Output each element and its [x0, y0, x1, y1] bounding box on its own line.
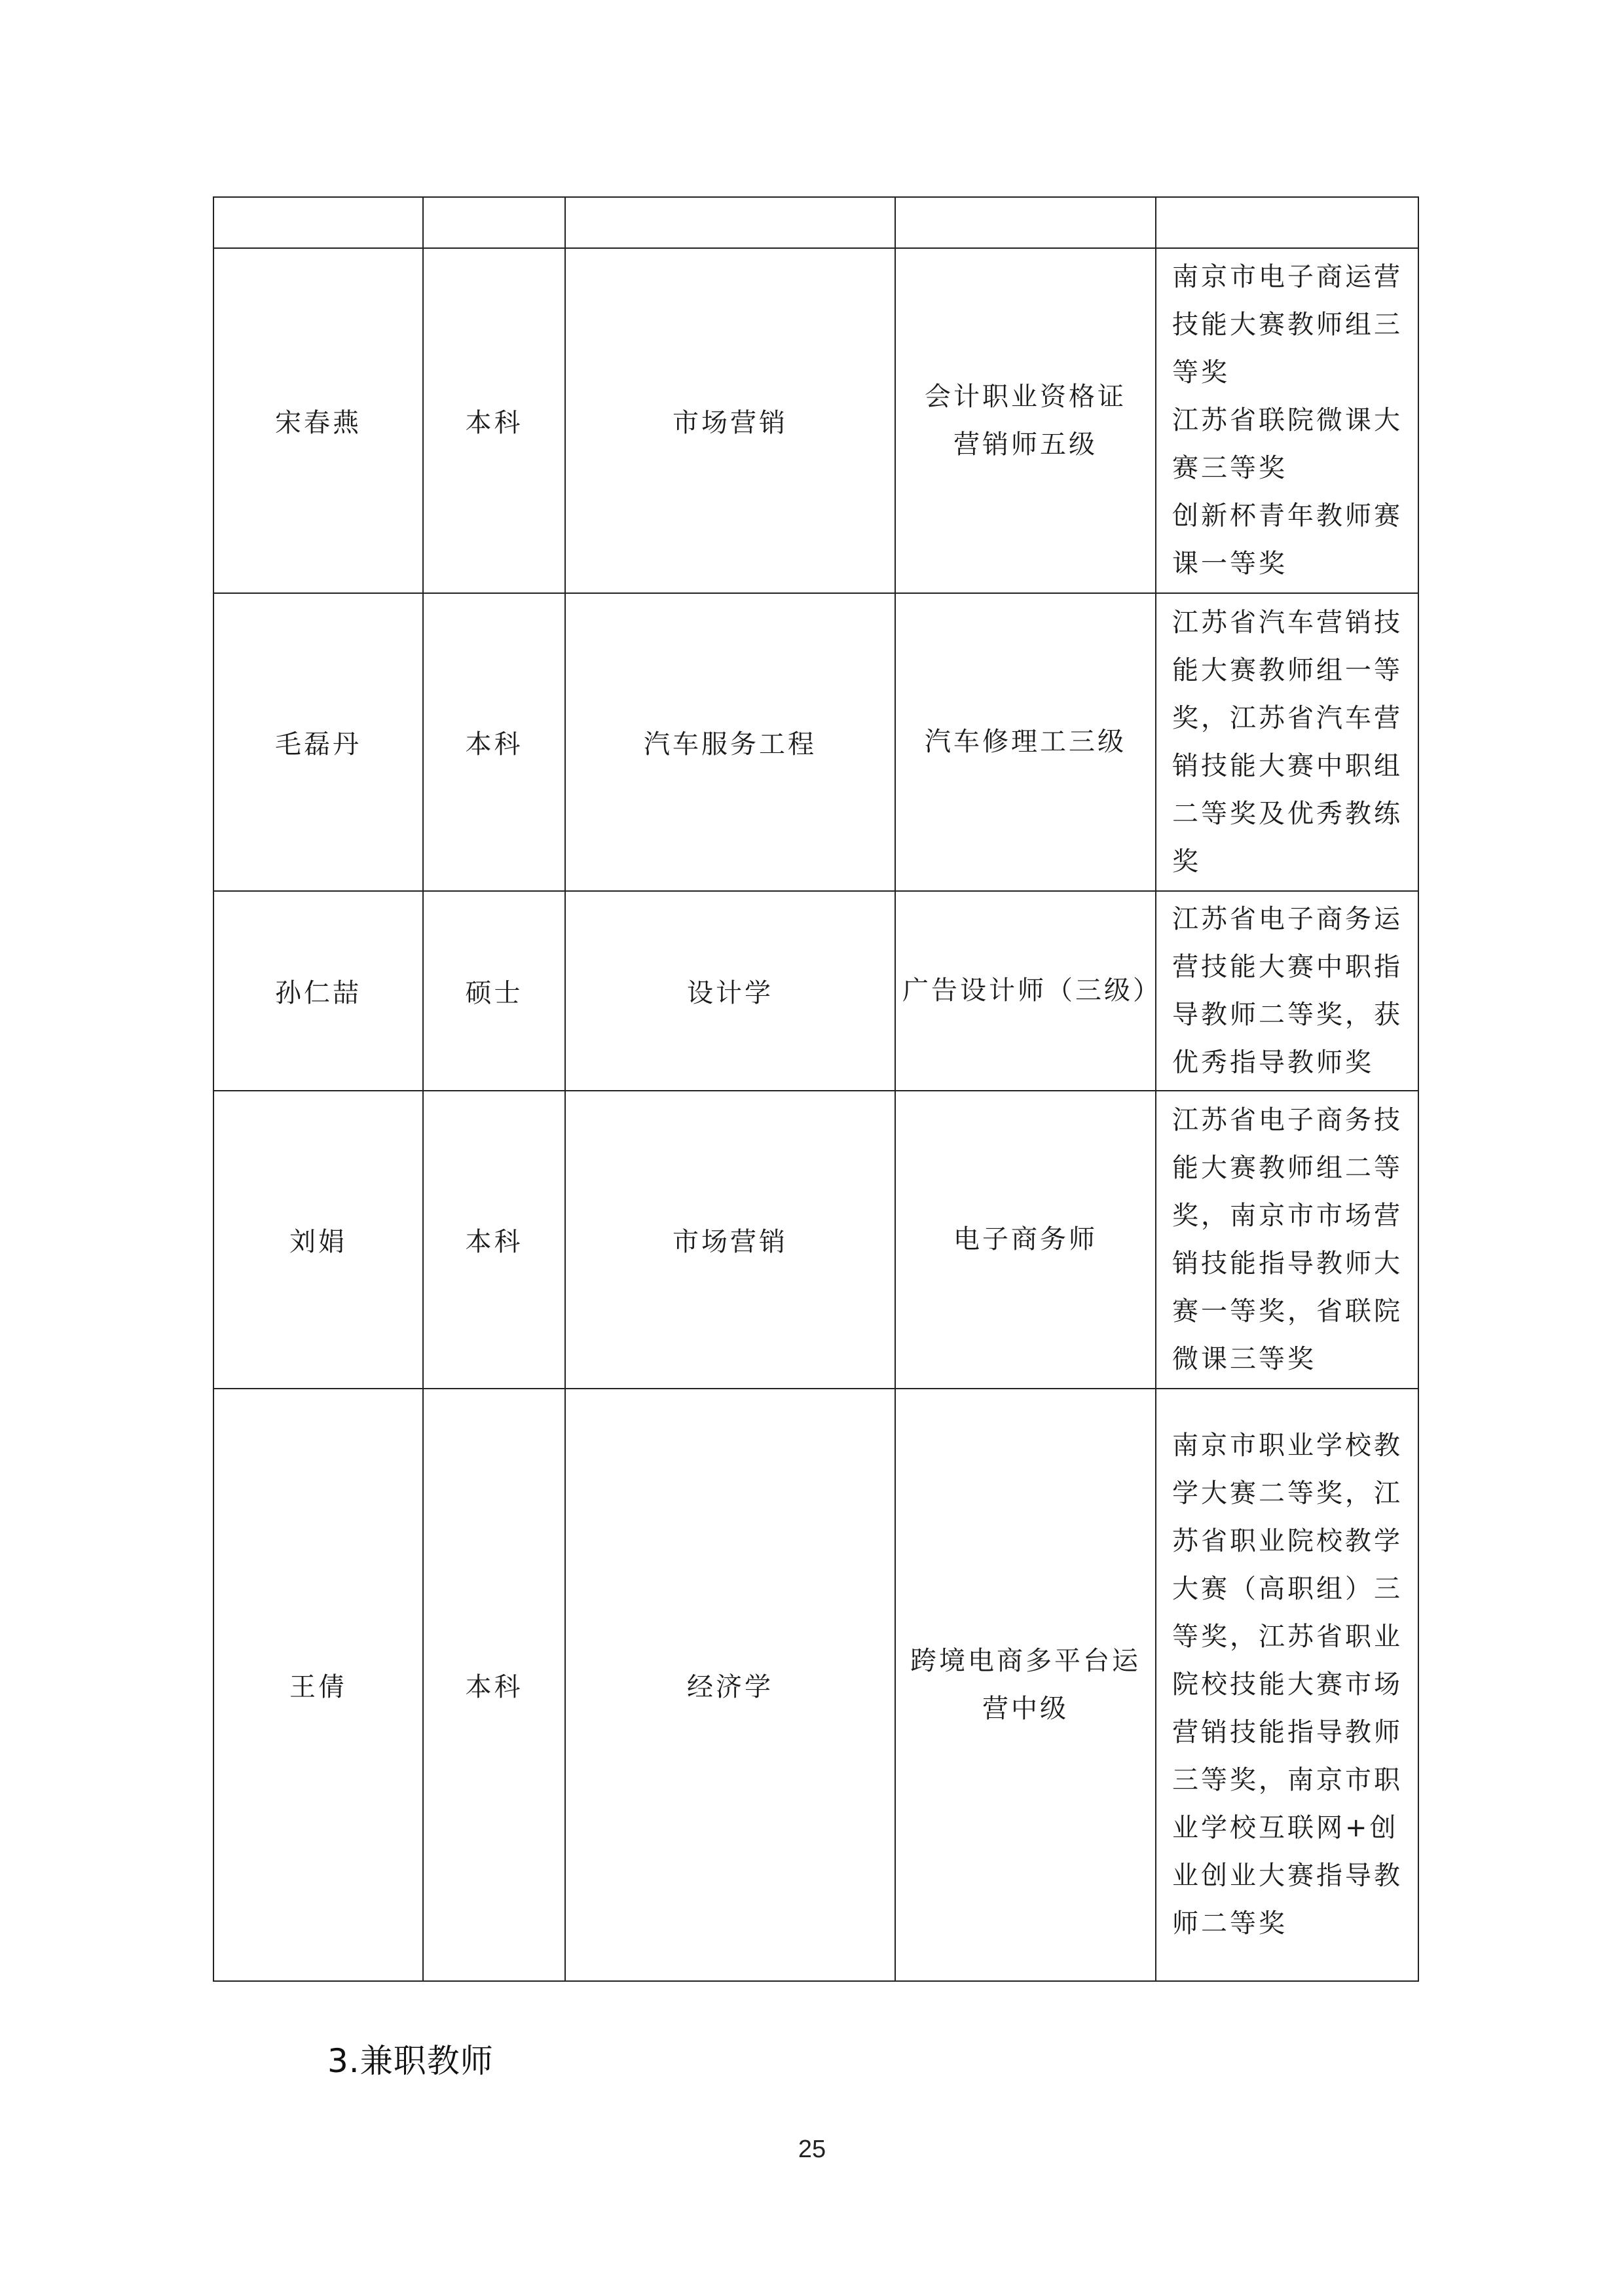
- certificate-line: 营销师五级: [953, 429, 1098, 460]
- name-cell: 宋春燕: [213, 248, 423, 593]
- major-cell: [565, 197, 895, 248]
- teacher-qualification-table: [213, 196, 1419, 1982]
- honors-line: 南京市电子商运营技能大赛教师组三等奖: [1172, 262, 1403, 388]
- degree-cell: 本科: [423, 1389, 565, 1981]
- table-row: [213, 1091, 1418, 1389]
- certificate-cell: [895, 248, 1156, 593]
- major-cell: 经济学: [565, 1389, 895, 1981]
- major-cell: 汽车服务工程: [565, 593, 895, 891]
- section-heading: 3.兼职教师: [327, 2042, 494, 2080]
- degree-cell: 本科: [423, 248, 565, 593]
- honors-line: 江苏省汽车营销技能大赛教师组一等奖，江苏省汽车营销技能大赛中职组二等奖及优秀教练奖: [1172, 607, 1403, 877]
- major-cell: 市场营销: [565, 248, 895, 593]
- honors-cell: [1156, 1389, 1418, 1981]
- certificate-line: 营中级: [982, 1693, 1069, 1724]
- certificate-cell: [895, 1389, 1156, 1981]
- honors-cell: [1156, 197, 1418, 248]
- major-cell: 设计学: [565, 891, 895, 1091]
- degree-cell: 本科: [423, 593, 565, 891]
- table-row: [213, 1389, 1418, 1981]
- certificate-line: 会计职业资格证: [925, 381, 1126, 412]
- honors-line: 南京市职业学校教学大赛二等奖，江苏省职业院校教学大赛（高职组）三等奖，江苏省职业院校技能大赛市场营销技能指导教师三等奖，南京市职业学校互联网+创业创业大赛指导教师二等奖: [1172, 1430, 1403, 1939]
- table-row: [213, 248, 1418, 593]
- honors-line: 江苏省联院微课大赛三等奖: [1172, 405, 1403, 483]
- name-cell: 毛磊丹: [213, 593, 423, 891]
- name-cell: [213, 197, 423, 248]
- honors-cell: [1156, 248, 1418, 593]
- certificate-line: 汽车修理工三级: [925, 727, 1126, 757]
- honors-line: 江苏省电子商务技能大赛教师组二等奖，南京市市场营销技能指导教师大赛一等奖，省联院微课三等奖: [1172, 1104, 1403, 1374]
- certificate-cell: [895, 891, 1162, 1091]
- certificate-cell: [895, 1091, 1156, 1389]
- honors-cell: [1156, 1091, 1418, 1389]
- certificate-line: 电子商务师: [953, 1224, 1098, 1254]
- degree-cell: 本科: [423, 1091, 565, 1389]
- honors-line: 创新杯青年教师赛课一等奖: [1172, 501, 1403, 579]
- page-number: 25: [798, 2136, 826, 2163]
- certificate-line: 跨境电商多平台运: [910, 1645, 1141, 1676]
- table-row: [213, 197, 1418, 248]
- degree-cell: 硕士: [423, 891, 565, 1091]
- name-cell: 王倩: [213, 1389, 423, 1981]
- honors-cell: [1156, 891, 1418, 1091]
- name-cell: 刘娟: [213, 1091, 423, 1389]
- certificate-line: 广告设计师（三级）: [902, 975, 1162, 1006]
- table-row: [213, 593, 1418, 891]
- certificate-cell: [895, 593, 1156, 891]
- honors-line: 江苏省电子商务运营技能大赛中职指导教师二等奖，获优秀指导教师奖: [1172, 903, 1403, 1078]
- degree-cell: [423, 197, 565, 248]
- table-row: [213, 891, 1418, 1091]
- major-cell: 市场营销: [565, 1091, 895, 1389]
- name-cell: 孙仁喆: [213, 891, 423, 1091]
- honors-cell: [1156, 593, 1418, 891]
- certificate-cell: [895, 197, 1156, 248]
